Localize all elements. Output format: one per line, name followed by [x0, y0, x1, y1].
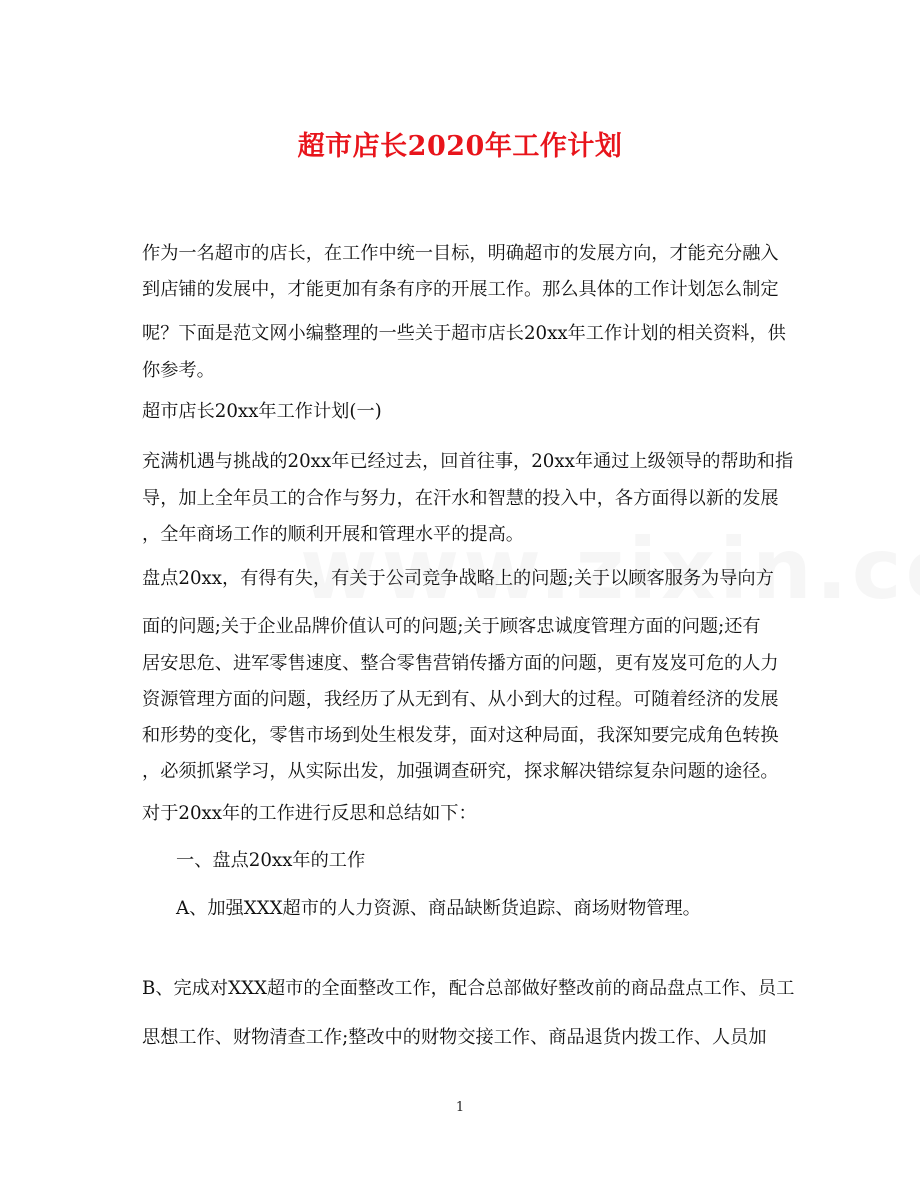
- body-line-9: 盘点20xx，有得有失，有关于公司竞争战略上的问题;关于以顾客服务为导向方: [142, 568, 774, 589]
- body-line-4: 你参考。: [142, 360, 215, 381]
- subsection-heading: 一、盘点20xx年的工作: [176, 850, 366, 871]
- body-line-3: 呢？下面是范文网小编整理的一些关于超市店长20xx年工作计划的相关资料，供: [142, 323, 786, 344]
- body-line-2: 到店铺的发展中，才能更加有条有序的开展工作。那么具体的工作计划怎么制定: [142, 279, 779, 300]
- body-line-8: ，全年商场工作的顺利开展和管理水平的提高。: [142, 524, 524, 545]
- body-line-11: 居安思危、进军零售速度、整合零售营销传播方面的问题，更有岌岌可危的人力: [142, 653, 779, 674]
- document-title: 超市店长2020年工作计划: [297, 131, 623, 162]
- body-line-10: 面的问题;关于企业品牌价值认可的问题;关于顾客忠诚度管理方面的问题;还有: [142, 616, 761, 637]
- body-line-6: 充满机遇与挑战的20xx年已经过去，回首往事，20xx年通过上级领导的帮助和指: [142, 451, 794, 472]
- body-line-13: 和形势的变化，零售市场到处生根发芽，面对这种局面，我深知要完成角色转换: [142, 725, 779, 746]
- body-line-1: 作为一名超市的店长，在工作中统一目标，明确超市的发展方向，才能充分融入: [142, 243, 779, 264]
- list-item-b-continued: 思想工作、财物清查工作;整改中的财物交接工作、商品退货内拨工作、人员加: [142, 1027, 767, 1048]
- list-item-b: B、完成对XXX超市的全面整改工作，配合总部做好整改前的商品盘点工作、员工: [142, 978, 795, 999]
- list-item-a: A、加强XXX超市的人力资源、商品缺断货追踪、商场财物管理。: [176, 898, 701, 919]
- body-line-14: ，必须抓紧学习，从实际出发，加强调查研究，探求解决错综复杂问题的途径。: [142, 761, 779, 782]
- body-line-7: 导，加上全年员工的合作与努力，在汗水和智慧的投入中，各方面得以新的发展: [142, 488, 779, 509]
- section-heading: 超市店长20xx年工作计划(一): [142, 401, 382, 422]
- page-number: 1: [455, 1100, 465, 1115]
- body-line-15: 对于20xx年的工作进行反思和总结如下：: [142, 803, 477, 824]
- body-line-12: 资源管理方面的问题，我经历了从无到有、从小到大的过程。可随着经济的发展: [142, 689, 779, 710]
